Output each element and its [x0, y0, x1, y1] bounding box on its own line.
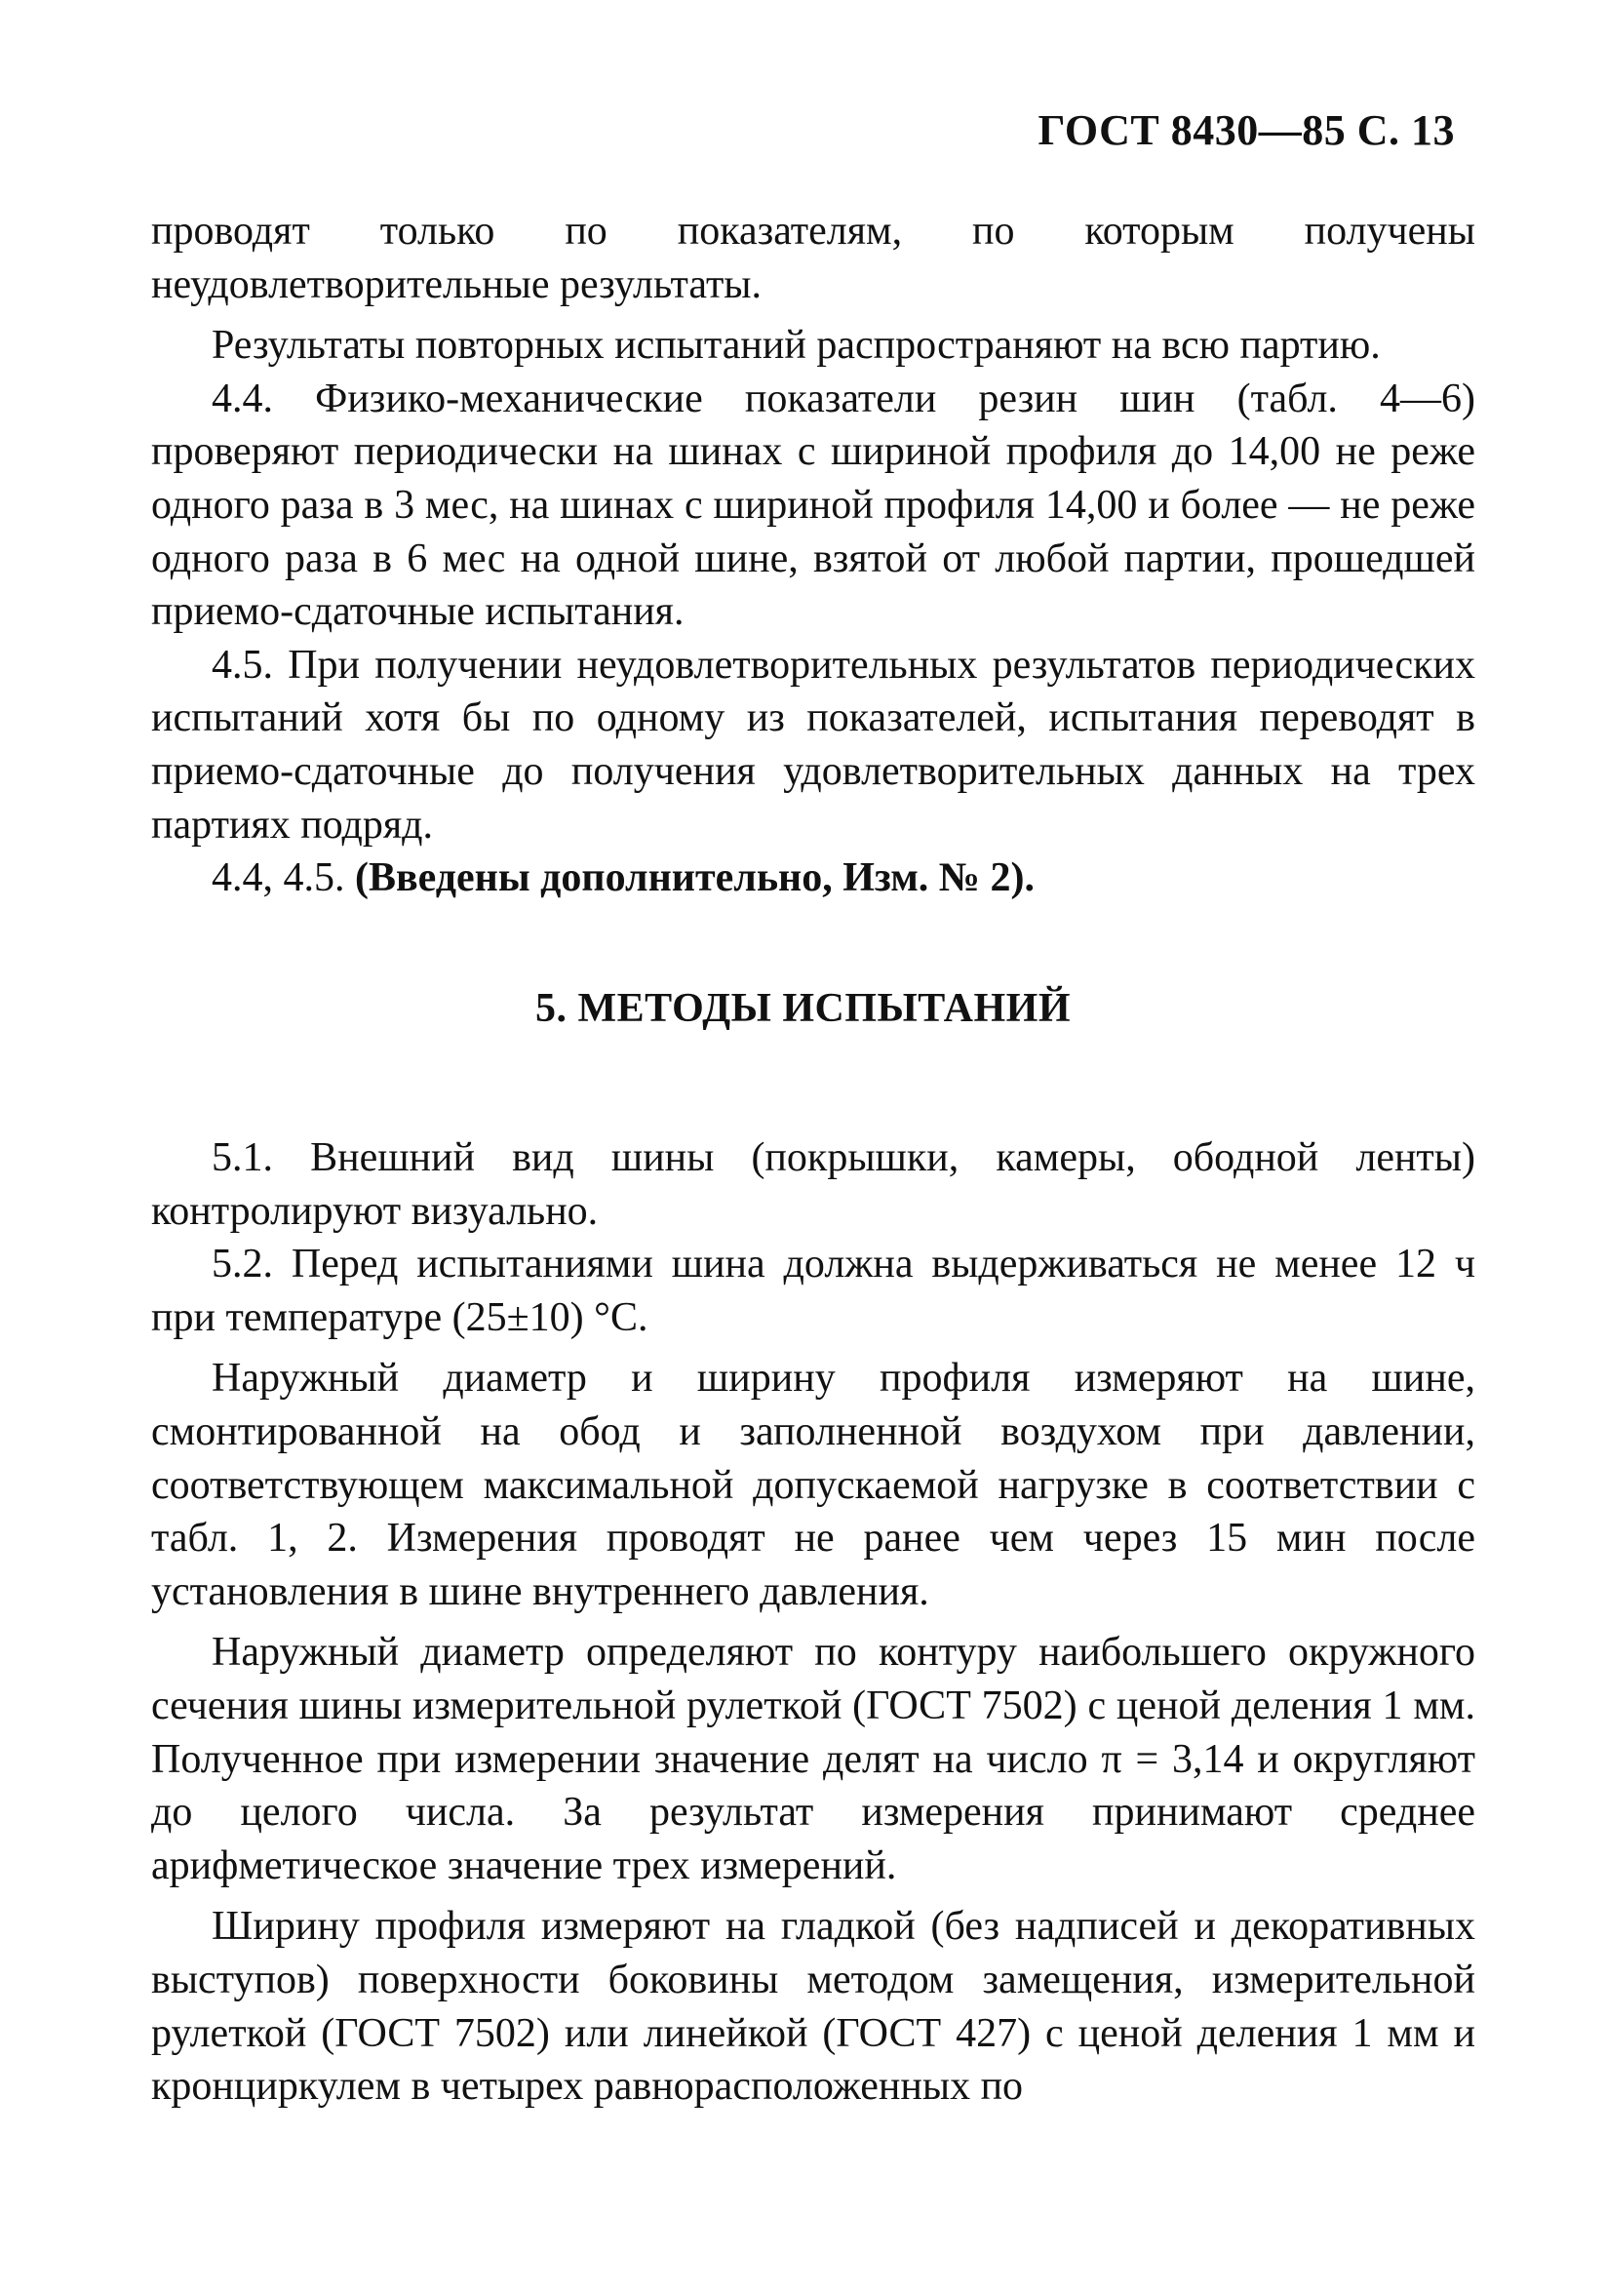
text-block-top: [151, 205, 1475, 905]
paragraph-outer-diameter: Наружный диаметр определяют по контуру наибольшего окружного сечения шины измерительной рулеткой (ГОСТ 7502) с ценой деления 1 мм. Полученное при измерении значение делят на число π = 3,14 и округляют до целого числа. За результат измерения принимают среднее арифметическое значение трех измерений.: [151, 1630, 1475, 1888]
paragraph-profile-width: Ширину профиля измеряют на гладкой (без надписей и декоративных выступов) поверхности боковины методом замещения, измерительной рулеткой (ГОСТ 7502) или линейкой (ГОСТ 427) с ценой деления 1 мм и кронциркулем в четырех равнорасположенных по: [151, 1904, 1475, 2110]
paragraph-repeat-results: Результаты повторных испытаний распространяют на всю партию.: [212, 323, 1381, 369]
paragraph-5-1: 5.1. Внешний вид шины (покрышки, камеры, ободной ленты) контролируют визуально.: [151, 1135, 1475, 1234]
paragraph-continuation: проводят только по показателям, по которым получены неудовлетворительные результаты.: [151, 209, 1475, 307]
section-title: 5. МЕТОДЫ ИСПЫТАНИЙ: [535, 986, 1071, 1031]
paragraph-4-5: 4.5. При получении неудовлетворительных результатов периодических испытаний хотя бы по одному из показателей, испытания переводят в приемо-сдаточные до получения удовлетворительных данных на трех партиях подряд.: [151, 642, 1475, 848]
amendment-ref: 4.4, 4.5.: [212, 855, 355, 901]
page-header: ГОСТ 8430—85 С. 13: [1038, 106, 1455, 154]
paragraph-4-4: 4.4. Физико-механические показатели резин шин (табл. 4—6) проверяют периодически на шинах с шириной профиля до 14,00 не реже одного раза в 3 мес, на шинах с шириной профиля 14,00 и более — не реже одного раза в 6 мес на одной шине, взятой от любой партии, прошедшей приемо-сдаточные испытания.: [151, 376, 1475, 635]
paragraph-outer-diameter-width: Наружный диаметр и ширину профиля измеряют на шине, смонтированной на обод и заполненной воздухом при давлении, соответствующем максимальной допускаемой нагрузке в соответствии с табл. 1, 2. Измерения проводят не ранее чем через 15 мин после установления в шине внутреннего давления.: [151, 1356, 1475, 1614]
amendment-text: (Введены дополнительно, Изм. № 2).: [355, 855, 1035, 901]
text-block-bottom: [151, 1131, 1475, 2114]
paragraph-amendment-note: [151, 851, 1475, 905]
paragraph-5-2: 5.2. Перед испытаниями шина должна выдерживаться не менее 12 ч при температуре (25±10) °С.: [151, 1242, 1475, 1340]
